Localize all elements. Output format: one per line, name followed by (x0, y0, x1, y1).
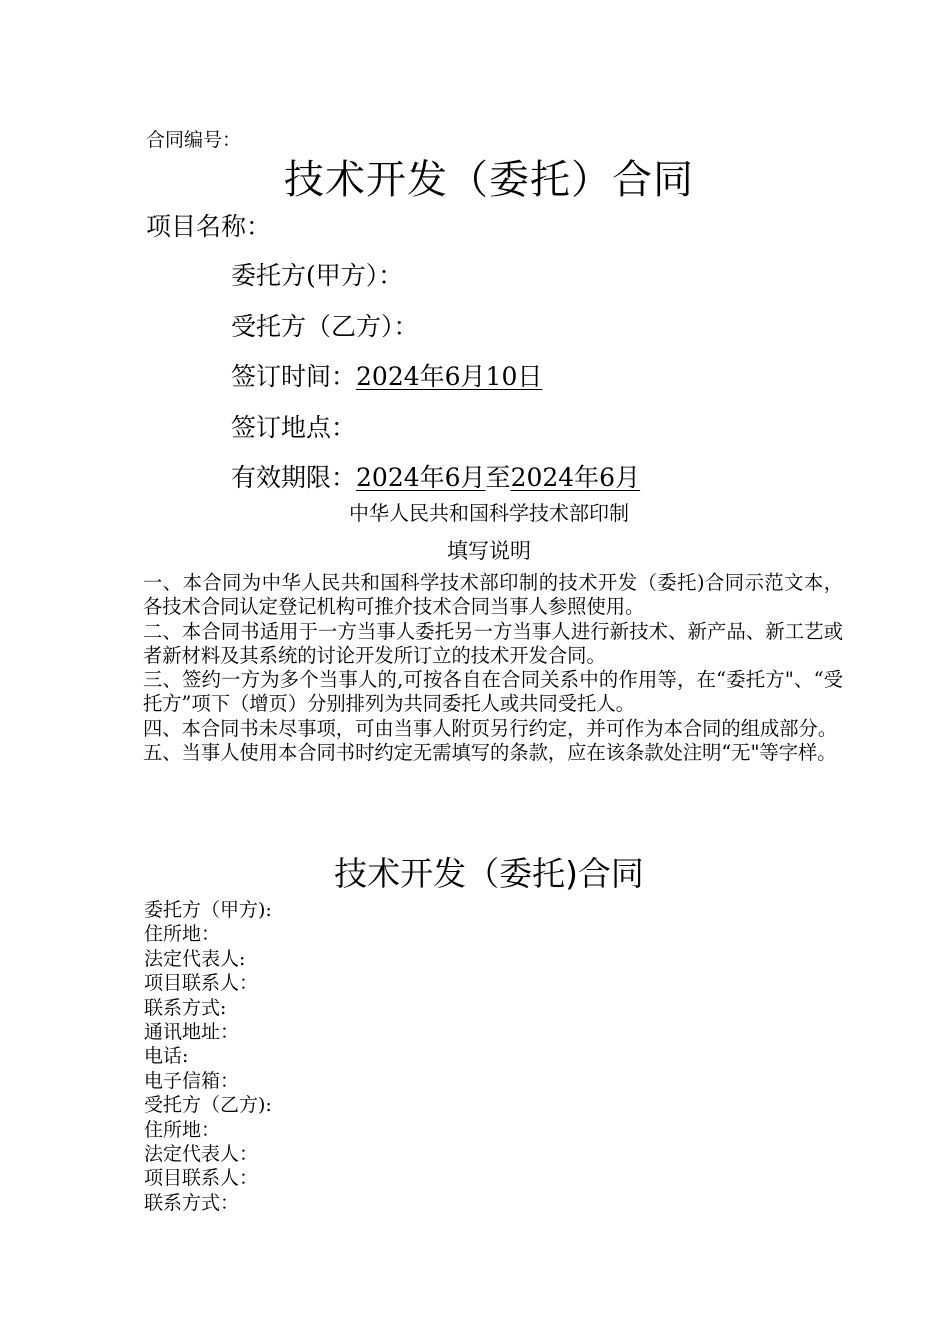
sign-place-label: 签订地点： (231, 413, 357, 442)
client-address-label: 住所地： (144, 923, 221, 946)
sign-time-value: 2024年6月10日 (356, 362, 543, 391)
contractor-contact-method-label: 联系方式： (144, 1191, 240, 1214)
instruction-item: 三、签约一方为多个当事人的,可按各自在合同关系中的作用等，在“委托方"、“受托方”项下（增页）分别排列为共同委托人或共同受托人。 (143, 668, 843, 716)
contract-number-label: 合同编号： (146, 129, 242, 151)
sign-time-line (231, 357, 542, 393)
client-phone-label: 电话: (144, 1045, 189, 1068)
client-contact-method-label: 联系方式: (144, 996, 227, 1019)
contractor-project-contact-label: 项目联系人： (144, 1167, 259, 1190)
validity-to: 至 (485, 463, 511, 492)
validity-start: 2024年6月 (356, 463, 486, 492)
instructions-title: 填写说明 (447, 539, 531, 563)
instruction-item: 四、本合同书未尽事项，可由当事人附页另行约定，并可作为本合同的组成部分。 (143, 716, 838, 740)
instructions-list (143, 571, 843, 765)
client-project-contact-label: 项目联系人： (144, 972, 259, 995)
printed-by: 中华人民共和国科学技术部印制 (349, 501, 629, 525)
contractor-address-label: 住所地： (144, 1118, 221, 1141)
client-mailing-address-label: 通讯地址： (144, 1021, 240, 1044)
client-line (231, 256, 403, 292)
instruction-item: 五、当事人使用本合同书时约定无需填写的条款，应在该条款处注明“无"等字样。 (143, 741, 837, 765)
project-name-label: 项目名称： (146, 212, 272, 241)
contractor-line (231, 307, 419, 343)
client-email-label: 电子信箱： (144, 1069, 240, 1092)
contractor-label: 受托方（乙方）： (231, 312, 419, 341)
client-party-label: 委托方（甲方): (144, 899, 272, 921)
instruction-item: 二、本合同书适用于一方当事人委托另一方当事人进行新技术、新产品、新工艺或者新材料及其系统的讨论开发所订立的技术开发合同。 (143, 619, 843, 667)
contract-body-title: 技术开发（委托)合同 (334, 854, 644, 893)
sign-time-label: 签订时间： (231, 362, 357, 391)
contractor-legal-rep-label: 法定代表人： (144, 1143, 259, 1166)
validity-end: 2024年6月 (510, 463, 641, 492)
sign-place-line (231, 408, 356, 444)
validity-line (231, 458, 640, 494)
client-label: 委托方(甲方）： (231, 261, 404, 290)
instruction-item: 一、本合同为中华人民共和国科学技术部印制的技术开发（委托)合同示范文本，各技术合同认定登记机构可推介技术合同当事人参照使用。 (143, 571, 843, 619)
client-legal-rep-label: 法定代表人: (144, 947, 246, 970)
contract-title: 技术开发（委托）合同 (284, 157, 694, 203)
validity-label: 有效期限： (231, 463, 357, 492)
party-fields (144, 898, 272, 1215)
contractor-party-label: 受托方（乙方): (144, 1094, 272, 1117)
